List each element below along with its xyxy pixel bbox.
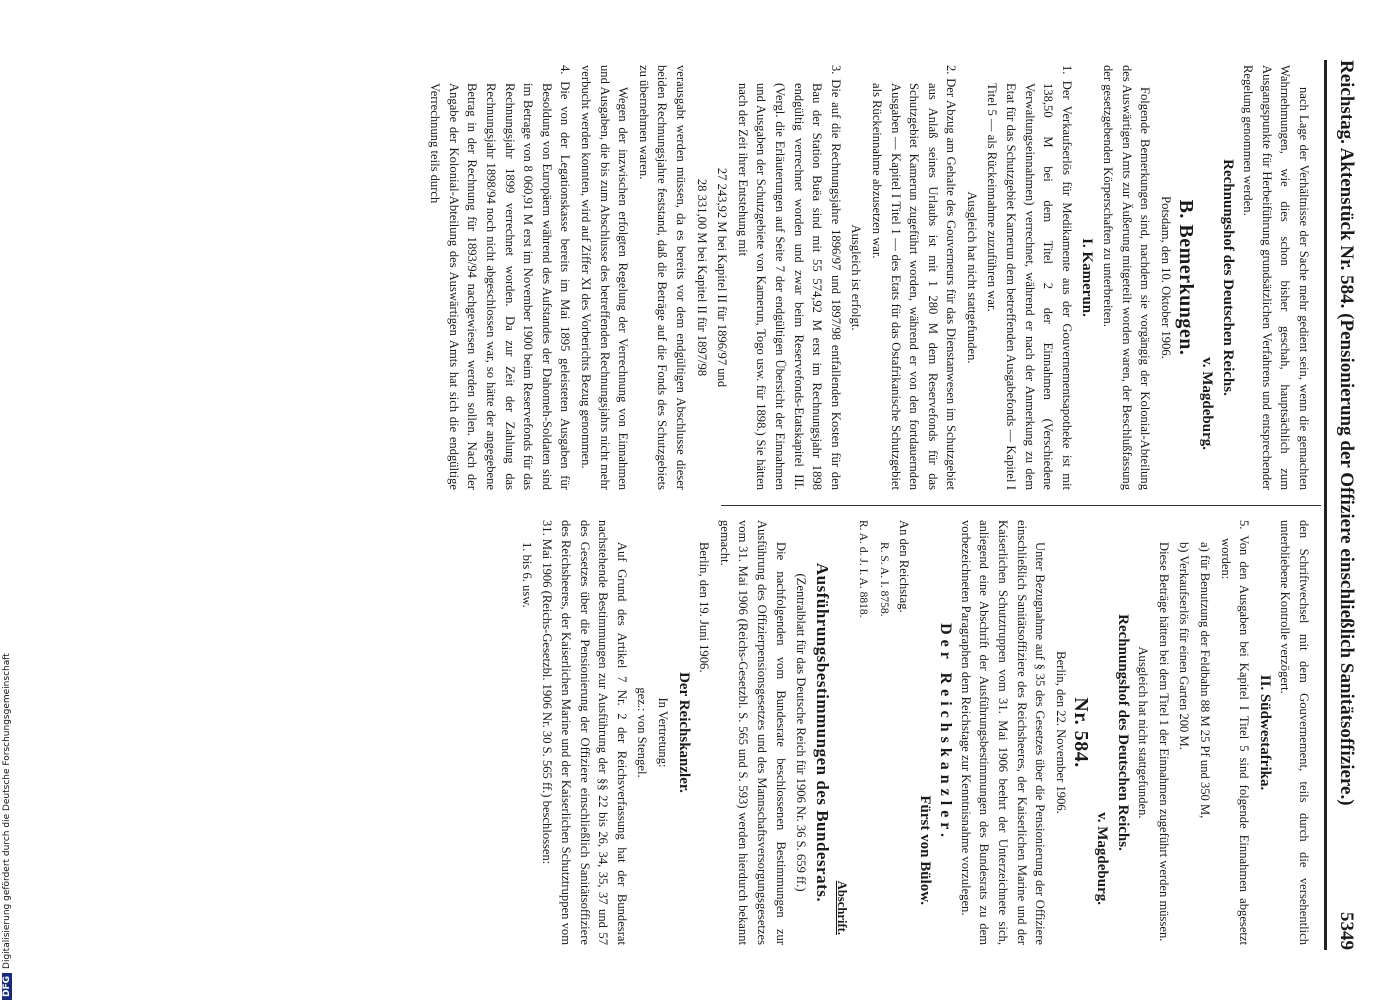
item-1-note: Ausgleich hat nicht stattgefunden. [964, 191, 979, 364]
item-3-amount-a: 27 243,92 M bei Kapitel II für 1896/97 und [715, 167, 730, 388]
item-5-note: Ausgleich hat nicht stattgefunden. [1136, 646, 1151, 819]
column-divider [721, 505, 1321, 506]
item-2: 2. Der Abzug am Gehalte des Gouverneurs für das Dienstanwesen im Schutzgebiet aus Anlaß seines Urlaubs ist mit 1 280 M dem Reservefonds für das Schutzgebiet Kamerun zugeführt worden, während er von den fortdauernden Ausgaben — Kapitel I Titel 1 — des Etats für das Ostafrikanische Schutzgebiet als Rückeinnahme abzusetzen war. [869, 65, 959, 490]
page-number: 5349 [1336, 912, 1357, 950]
abschrift-label: Abschrift. [835, 880, 850, 935]
dfg-logo: DFG [2, 973, 12, 1000]
left-column [424, 65, 1313, 490]
item-5-text: Diese Beträge hätten bei dem Titel 1 der Einnahmen zugeführt werden müssen. [1156, 542, 1171, 942]
item-3-end: verausgabt werden müssen, da es bereits vor dem endgültigen Abschlusse dieser beiden Rechnungsjahre feststand, daß die Beträge auf die Fonds des Schutzgebiets zu übernehmen waren. [636, 65, 688, 490]
section-b-heading: B. Bemerkungen. [1175, 199, 1198, 356]
reference-1: R. S. A. I. 8758. [877, 542, 890, 617]
nr-text: Unter Bezugnahme auf § 35 des Gesetzes über die Pensionierung der Offiziere einschließlich Sanitätsoffiziere des Reichsheeres, der Kaiserlichen Marine und der Kaiserlichen Schutztruppen vom 31. Mai 1906 beehrt der Unterzeichnete sich, anliegend eine Abschrift der Ausführungsbestimmungen des Bundesrats zu dem vorbezeichneten Paragraphen dem Reichstage zur Kenntnisnahme vorzulegen. [958, 520, 1048, 945]
addressee: An den Reichstag. [897, 520, 912, 613]
court-signature-2: v. Magdeburg. [1094, 812, 1111, 905]
header-title: Reichstag. Aktenstück Nr. 584. (Pensionierung der Offiziere einschließlich Sanitätsoffiziere.) [1336, 60, 1357, 806]
reference-2: R. A. d. J. I. A. 8818. [856, 520, 869, 618]
final-item: 1. bis 6. usw. [519, 542, 534, 608]
chancellor-title: Der Reichskanzler. [937, 623, 955, 842]
intro-paragraph: nach Lage der Verhältnisse der Sache mehr gedient sein, wenn die gemachten Wahrnehmungen, wie dies schon bisher geschah, hauptsächlich zum Ausgangspunkte für Herbeiführung grundsätzlichen Verfahrens und entsprechender Regelung genommen werden. [1241, 65, 1311, 490]
item-4: 4. Die von der Legationskasse bereits im Mai 1895 geleisteten Ausgaben für Besoldung von Europäern während des Aufstandes der Dahomeh-Soldaten sind im Betrage von 8 060,91 M erst im November 1900 beim Reservefonds für das Rechnungsjahr 1899 verrechnet worden. Da zur Zeit der Zahlung das Rechnungsjahr 1898/94 noch nicht abgeschlossen war, so hätte der angegebene Betrag in der Rechnung für 1893/94 nachgewiesen werden sollen. Nach der Angabe der Kolonial-Abteilung des Auswärtigen Amts hat sich die endgültige Verrechnung teils durch [428, 65, 573, 490]
ausfuehrung-text: Die nachfolgenden vom Bundesrate beschlossenen Bestimmungen zur Ausführung des Offizierpensionsgesetzes und des Mannschaftsversorgungsgesetzes vom 31. Mai 1906 (Reichs-Gesetzbl. S. 565 und S. 593) werden hierdurch bekannt gemacht. [717, 520, 788, 945]
final-text: Auf Grund des Artikel 7 Nr. 2 der Reichsverfassung hat der Bundesrat nachstehende Bestimmungen zur Ausführung der §§ 22 bis 26, 34, 35, 37 und 57 des Gesetzes über die Pensionierung der Offiziere einschließlich Sanitätsoffiziere des Reichsheeres, der Kaiserlichen Marine und der Kaiserlichen Schutztruppen vom 31. Mai 1906 (Reichs-Gesetzbl. 1906 Nr. 30 S. 565 ff.) beschlossen: [540, 520, 629, 945]
item-3-amount-b: 28 331,00 M bei Kapitel II für 1897/98 [694, 178, 709, 377]
item-5a: a) für Benutzung der Feldbahn 88 M 25 Pf und 350 M, [1198, 542, 1213, 819]
item-3-note: Wegen der inzwischen erfolgten Regelung der Verrechnung von Einnahmen und Ausgaben, die bis zum Abschlusse des betreffenden Rechnungsjahrs nicht mehr verbucht werden konnten, wird auf Ziffer XI des Vorberichts Bezug genommen. [579, 65, 631, 490]
credit-text: Digitalisierung gefördert durch die Deutsche Forschungsgemeinschaft [2, 653, 12, 969]
header-rule [1324, 60, 1327, 950]
ausfuehrung-title: Ausführungsbestimmungen des Bundesrats. [812, 562, 832, 903]
digitization-credit [2, 0, 18, 1000]
item-5b: b) Verkaufserlös für einen Garten 200 M. [1177, 542, 1192, 750]
signature-deputy: In Vertretung: [656, 697, 670, 768]
place-date: Potsdam, den 10. Oktober 1906. [1158, 196, 1173, 359]
ausfuehrung-date: Berlin, den 19. Juni 1906. [697, 542, 712, 673]
item-3: 3. Die auf die Rechnungsjahre 1896/97 und 1897/98 entfallenden Kosten für den Bau der Station Buëa sind mit 55 574,92 M erst im Rechnungsjahr 1898 endgültig verrechnet worden und zwar beim Reservefonds-Etatskapitel III. (Vergl. die Erläuterungen auf Seite 7 der endgültigen Übersicht der Einnahmen und Ausgaben der Schutzgebiete von Kamerun, Togo usw. für 1898.) Sie hätten nach der Zeit ihrer Entstehung mit [735, 65, 843, 490]
court-name-2: Rechnungshof des Deutschen Reichs. [1114, 614, 1131, 851]
item-1: 1. Der Verkaufserlös für Medikamente aus der Gouvernementsapotheke ist mit 138,50 M bei dem Titel 2 der Einnahmen (Verschiedene Verwaltungseinnahmen) verrechnet, während er nach der Anmerkung zu dem Etat für das Schutzgebiet Kamerun dem betreffenden Ausgabefonds — Kapitel I Titel 5 — als Rückeinnahme zuzuführen war. [985, 65, 1074, 490]
chancellor-name: Fürst von Bülow. [916, 795, 933, 905]
page-header [1325, 60, 1365, 950]
continuation: den Schriftwechsel mit dem Gouvernement, teils durch die versehentlich unterbliebene Kontrolle verzögert. [1278, 520, 1311, 945]
right-column [515, 520, 1313, 945]
ausfuehrung-source: (Zentralblatt für das Deutsche Reich für 1906 Nr. 36 S. 659 ff.) [794, 573, 809, 892]
subsection-kamerun: I. Kamerun. [1079, 238, 1096, 317]
court-signature: v. Magdeburg. [1199, 357, 1216, 450]
subsection-suedwestafrika: II. Südwestafrika. [1256, 674, 1273, 791]
nr-date: Berlin, den 22. November 1906. [1053, 651, 1068, 814]
item-5: 5. Von den Ausgaben bei Kapitel I Titel 5 sind folgende Einnahmen abgesetzt worden: [1218, 520, 1252, 945]
item-2-note: Ausgleich ist erfolgt. [849, 224, 864, 331]
nr-title: Nr. 584. [1070, 697, 1093, 768]
preamble: Folgende Bemerkungen sind, nachdem sie vorgängig der Kolonial-Abteilung des Auswärtigen Amts zur Äußerung mitgeteilt worden waren, der Beschlußfassung der gesetzgebenden Körperschaften zu unterbreiten. [1101, 65, 1153, 490]
signature-title: Der Reichskanzler. [675, 672, 692, 793]
court-name: Rechnungshof des Deutschen Reichs. [1219, 159, 1236, 396]
signature-name: gez.: von Stengel. [635, 687, 650, 778]
